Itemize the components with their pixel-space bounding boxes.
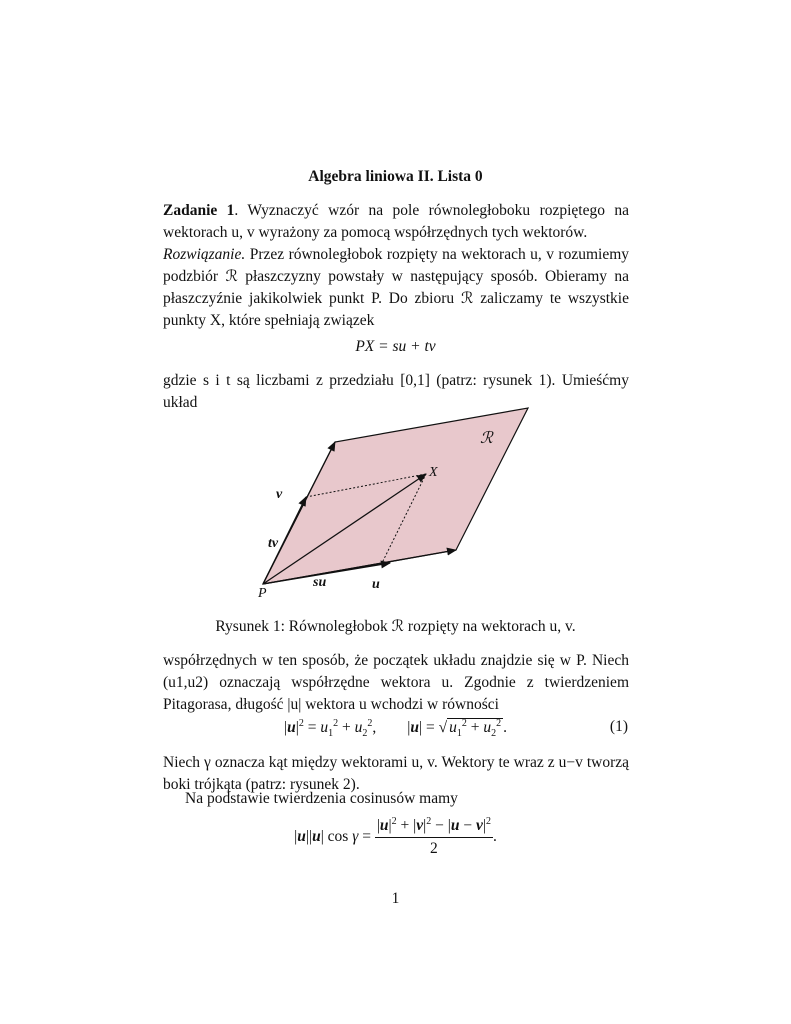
equation-1 — [0, 718, 791, 739]
vector-u-label: u — [372, 577, 380, 592]
region-label: ℛ — [480, 430, 493, 447]
figure-caption: Rysunek 1: Równoległobok ℛ rozpięty na wektorach u, v. — [215, 618, 576, 635]
point-p-label: P — [258, 586, 267, 601]
task-label: Zadanie 1 — [163, 202, 235, 219]
equation-cosine — [0, 816, 791, 858]
coordinates-paragraph: współrzędnych w ten sposób, że początek układu znajdzie się w P. Niech (u1,u2) oznaczają współrzędne wektora u. Zgodnie z twierdzeniem Pitagorasa, długość |u| wektora u wchodzi w równości — [163, 652, 629, 713]
point-x-label: X — [429, 465, 438, 480]
angle-paragraph: Niech γ oznacza kąt między wektorami u, v. Wektory te wraz z u−v tworzą boki trójkąta (patrz: rysunek 2). — [163, 754, 629, 793]
equation-cosine-formula: |u||u| cos γ = $\frac{|u|^2 + |v|^2 - |u - v|^2}{2}$ . — [294, 816, 497, 858]
equation-1-formula: $|u|^2 = u_1^2 + u_2^2$, |u| = √ $u_1^2 + u_2^2$ . — [284, 718, 507, 740]
equation-1-number: (1) — [609, 718, 628, 735]
solution-text: Przez równoległobok rozpięty na wektorach u, v rozumiemy podzbiór ℛ płaszczyzny powstały w następujący sposób. Obieramy na płaszczyźnie jakikolwiek punkt P. Do zbioru ℛ zaliczamy te wszystkie punkty X, które spełniają związek — [163, 246, 630, 329]
vector-tv-label: tv — [268, 536, 279, 551]
solution-label: Rozwiązanie. — [163, 246, 246, 263]
vector-su-label: su — [313, 575, 327, 590]
vector-v-label: v — [276, 487, 283, 502]
page-number: 1 — [391, 890, 400, 907]
equation-px-text: PX = su + tv — [355, 338, 436, 355]
cosine-paragraph: Na podstawie twierdzenia cosinusów mamy — [185, 790, 458, 807]
after-eq-paragraph: gdzie s i t są liczbami z przedziału [0,1] (patrz: rysunek 1). Umieśćmy układ — [163, 372, 629, 411]
task-text: . Wyznaczyć wzór na pole równoległoboku rozpiętego na wektorach u, v wyrażony za pomocą współrzędnych tych wektorów. — [163, 202, 629, 241]
page-title: Algebra liniowa II. Lista 0 — [308, 168, 483, 185]
